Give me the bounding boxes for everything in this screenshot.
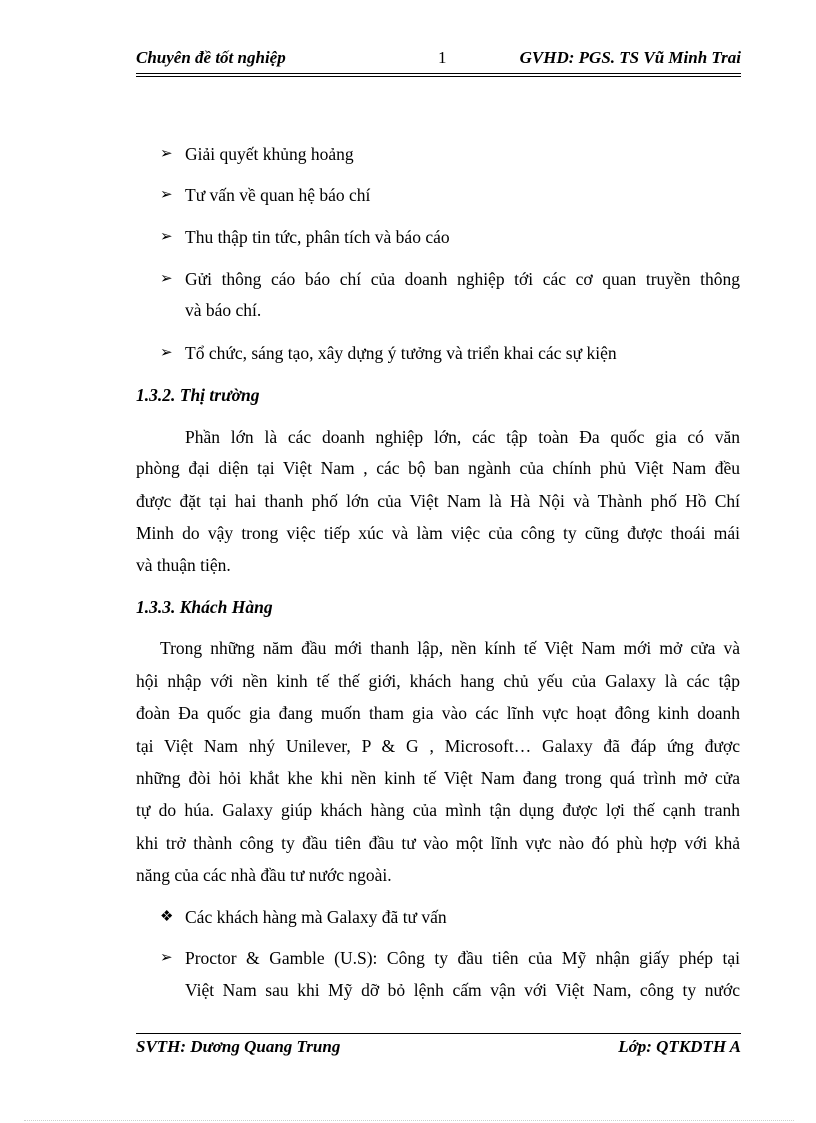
section-heading: 1.3.3. Khách Hàng <box>136 597 273 617</box>
list-item-continuation: và báo chí. <box>185 300 262 320</box>
list-item: Giải quyết khủng hoảng <box>185 144 354 164</box>
footer-student: SVTH: Dương Quang Trung <box>136 1037 341 1056</box>
list-item: Các khách hàng mà Galaxy đã tư vấn <box>185 907 447 927</box>
list-item: Tổ chức, sáng tạo, xây dựng ý tưởng và triển khai các sự kiện <box>185 343 617 363</box>
paragraph-line: Minh do vậy trong việc tiếp xúc và làm việc của công ty cũng được thoái mái <box>136 523 740 543</box>
page-header <box>136 48 741 72</box>
paragraph-line: những đòi hỏi khắt khe khi nền kinh tế Việt Nam đang trong quá trình mở cửa <box>136 768 740 788</box>
paragraph-line: phòng đại diện tại Việt Nam , các bộ ban ngành của chính phủ Việt Nam đều <box>136 458 740 478</box>
list-item: Gửi thông cáo báo chí của doanh nghiệp tới các cơ quan truyền thông <box>185 269 740 289</box>
paragraph-line: tự do húa. Galaxy giúp khách hàng của mình tận dụng được lợi thế cạnh tranh <box>136 800 740 820</box>
footer-rule <box>136 1033 741 1034</box>
paragraph-line: tại Việt Nam nhý Unilever, P & G , Microsoft… Galaxy đã đáp ứng được <box>136 736 740 756</box>
page-number: 1 <box>438 48 447 67</box>
header-rule-double <box>136 76 741 77</box>
paragraph-line: hội nhập với nền kinh tế thế giới, khách hang chủ yếu của Galaxy là các tập <box>136 671 740 691</box>
paragraph-line: năng của các nhà đầu tư nước ngoài. <box>136 865 392 885</box>
arrow-bullet-icon: ➢ <box>160 950 173 966</box>
page-footer <box>136 1037 741 1061</box>
paragraph-line: đoàn Đa quốc gia đang muốn tham gia vào các lĩnh vực hoạt đông kinh doanh <box>136 703 740 723</box>
section-heading: 1.3.2. Thị trường <box>136 385 260 405</box>
arrow-bullet-icon: ➢ <box>160 146 173 162</box>
paragraph-line: và thuận tiện. <box>136 555 231 575</box>
list-item: Thu thập tin tức, phân tích và báo cáo <box>185 227 450 247</box>
paragraph-line: Trong những năm đầu mới thanh lập, nền kính tế Việt Nam mới mở cửa và <box>160 638 740 658</box>
page-edge <box>24 1120 794 1121</box>
header-advisor: GVHD: PGS. TS Vũ Minh Trai <box>519 48 741 67</box>
paragraph-line: Phần lớn là các doanh nghiệp lớn, các tập toàn Đa quốc gia có văn <box>185 427 740 447</box>
arrow-bullet-icon: ➢ <box>160 345 173 361</box>
list-item: Proctor & Gamble (U.S): Công ty đầu tiên của Mỹ nhận giấy phép tại <box>185 948 740 968</box>
list-item: Tư vấn về quan hệ báo chí <box>185 185 371 205</box>
footer-class: Lớp: QTKDTH A <box>618 1037 741 1056</box>
arrow-bullet-icon: ➢ <box>160 271 173 287</box>
arrow-bullet-icon: ➢ <box>160 187 173 203</box>
header-rule <box>136 73 741 74</box>
arrow-bullet-icon: ➢ <box>160 229 173 245</box>
list-item-continuation: Việt Nam sau khi Mỹ dỡ bỏ lệnh cấm vận với Việt Nam, công ty nước <box>185 980 740 1000</box>
paragraph-line: khi trở thành công ty đầu tiên đầu tư vào một lĩnh vực nào đó phù hợp với khả <box>136 833 740 853</box>
header-title: Chuyên đề tốt nghiệp <box>136 48 286 67</box>
diamond-bullet-icon: ❖ <box>160 909 174 925</box>
paragraph-line: được đặt tại hai thanh phố lớn của Việt Nam là Hà Nội và Thành phố Hồ Chí <box>136 491 740 511</box>
